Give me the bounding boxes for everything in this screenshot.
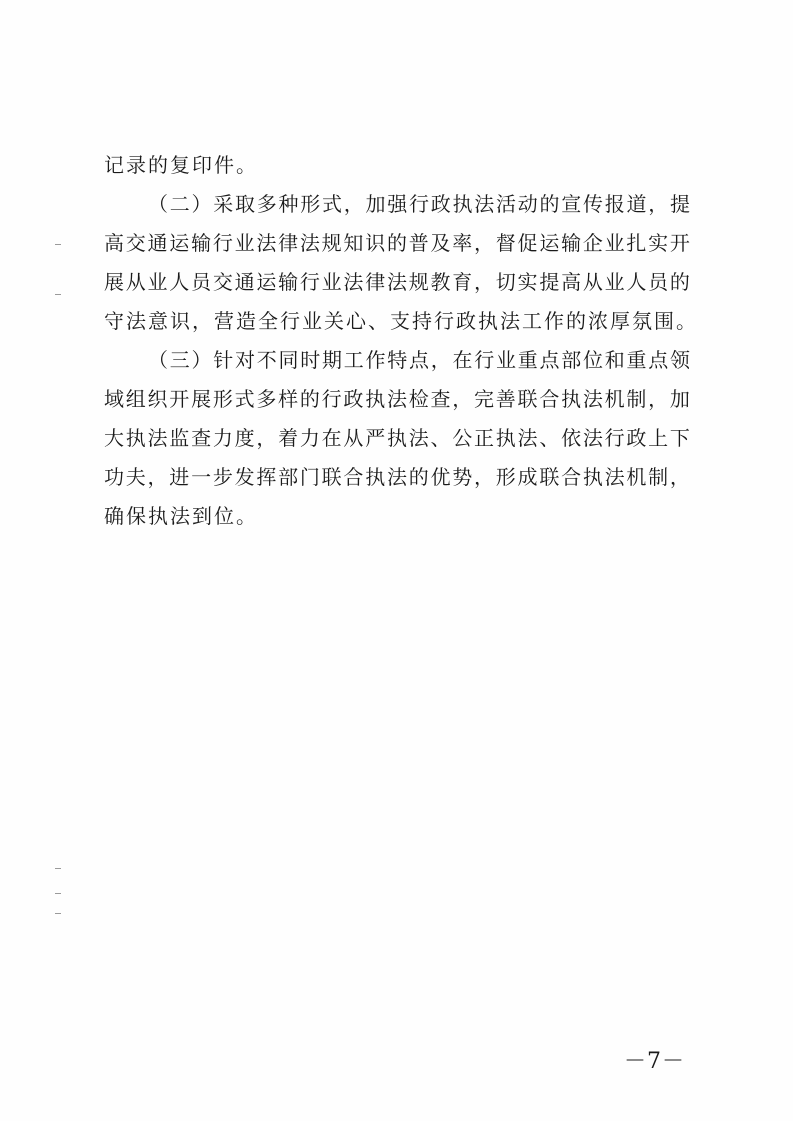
text-line: （ 三 ） 针 对 不 同 时 期 工 作 特 点 ， 在 行 业 重 点 部 位 和 重 点 领 <box>148 348 690 372</box>
text-line: 高 交 通 运 输 行 业 法 律 法 规 知 识 的 普 及 率 ， 督 促 运 输 企 业 扎 实 开 <box>104 231 690 255</box>
margin-mark <box>55 294 61 295</box>
text-line: 确保执法到位。 <box>104 504 258 528</box>
text-line: 展 从 业 人 员 交 通 运 输 行 业 法 律 法 规 教 育 ， 切 实 提 高 从 业 人 员 的 <box>104 270 690 294</box>
text-line: 功 夫 ， 进 一 步 发 挥 部 门 联 合 执 法 的 优 势 ， 形 成 联 合 执 法 机 制 ， <box>104 465 690 489</box>
margin-mark <box>55 868 61 869</box>
text-line: 守法意识，营造全行业关心、支持行政执法工作的浓厚氛围。 <box>104 309 698 333</box>
page-number: －7－ <box>624 1049 685 1074</box>
body-text <box>104 146 698 536</box>
margin-mark <box>55 913 61 914</box>
margin-mark <box>55 893 61 894</box>
margin-mark <box>55 244 61 245</box>
text-line: 记录的复印件。 <box>104 153 258 177</box>
text-line: 域 组 织 开 展 形 式 多 样 的 行 政 执 法 检 查 ， 完 善 联 合 执 法 机 制 ， 加 <box>104 387 690 411</box>
text-line: （ 二 ） 采 取 多 种 形 式 ， 加 强 行 政 执 法 活 动 的 宣 传 报 道 ， 提 <box>148 192 690 216</box>
text-line: 大 执 法 监 查 力 度 ， 着 力 在 从 严 执 法 、 公 正 执 法 、 依 法 行 政 上 下 <box>104 426 690 450</box>
